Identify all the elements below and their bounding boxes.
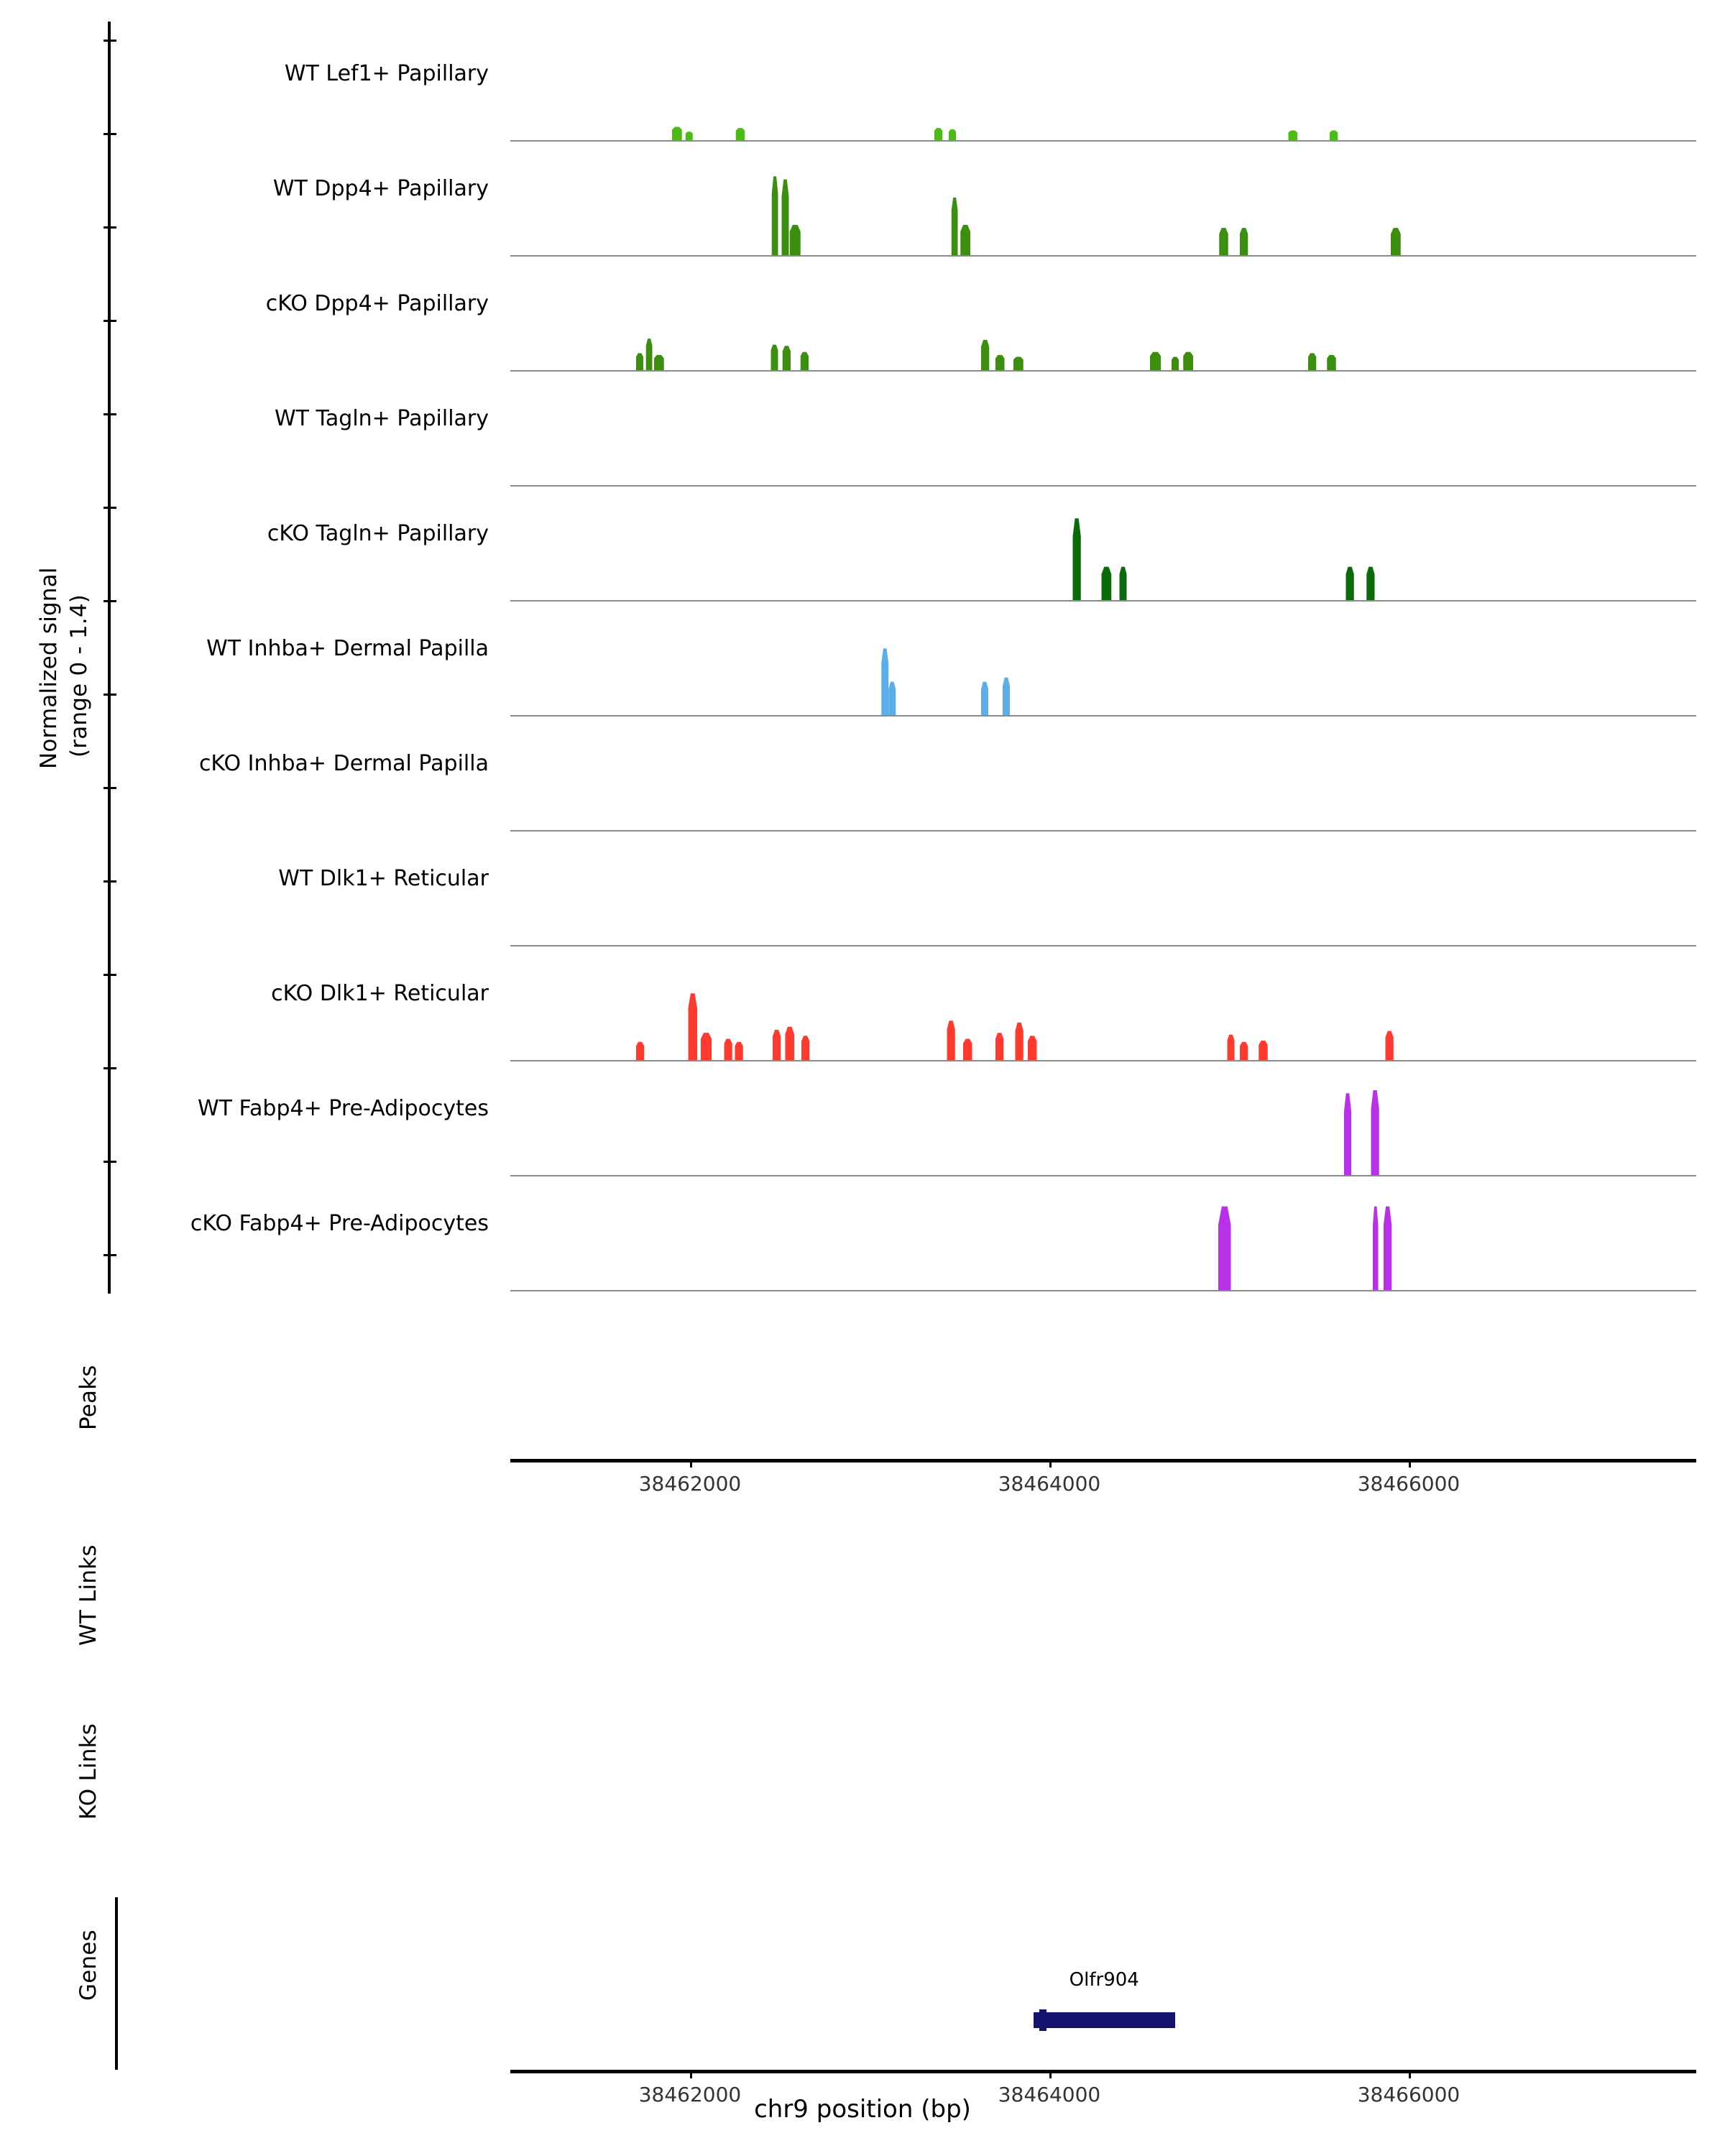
x-axis-tick	[1409, 2070, 1411, 2078]
track-label: WT Fabp4+ Pre-Adipocytes	[198, 1096, 489, 1121]
gene-strand-arrow-icon	[1039, 2009, 1046, 2031]
track-signal	[510, 169, 1696, 257]
genes-axis-label	[75, 1897, 104, 2034]
track-signal	[510, 1089, 1696, 1176]
signal-axis-label-line1: Normalized signal	[36, 567, 62, 770]
signal-axis-label	[34, 503, 63, 834]
x-axis-tick-label: 38466000	[1357, 2083, 1460, 2106]
signal-axis-spine	[108, 22, 111, 1294]
x-axis-tick-label: 38462000	[638, 2083, 742, 2106]
x-axis-tick	[1409, 1459, 1411, 1468]
x-axis-line-bottom	[510, 2070, 1696, 2073]
track-signal	[510, 859, 1696, 946]
track-label: cKO Dlk1+ Reticular	[271, 981, 489, 1006]
peaks-axis-label	[75, 1337, 104, 1459]
track-signal	[510, 1204, 1696, 1291]
peaks-label-text: Peaks	[75, 1365, 101, 1431]
gene-label: Olfr904	[1069, 1969, 1139, 1991]
track-label: cKO Fabp4+ Pre-Adipocytes	[190, 1211, 489, 1236]
gene-body[interactable]	[1034, 2012, 1176, 2028]
track-label: WT Lef1+ Papillary	[284, 61, 489, 86]
track-label: cKO Inhba+ Dermal Papilla	[198, 751, 489, 776]
genes-label-text: Genes	[75, 1930, 101, 2001]
track-signal	[510, 54, 1696, 142]
track-signal	[510, 284, 1696, 372]
x-axis-tick	[690, 1459, 692, 1468]
track-signal	[510, 629, 1696, 717]
x-axis-title: chr9 position (bp)	[754, 2095, 971, 2124]
x-axis-line-top	[510, 1459, 1696, 1462]
track-label: WT Tagln+ Papillary	[275, 406, 489, 431]
x-axis-tick-label: 38464000	[998, 1472, 1101, 1496]
x-axis-tick-label: 38464000	[998, 2083, 1101, 2106]
ko-links-label-text: KO Links	[75, 1723, 101, 1820]
track-signal	[510, 974, 1696, 1061]
signal-axis-label-sub	[66, 568, 95, 783]
track-label: WT Dlk1+ Reticular	[278, 866, 489, 891]
track-label: cKO Dpp4+ Papillary	[265, 291, 489, 316]
track-label: cKO Tagln+ Papillary	[267, 521, 489, 546]
x-axis-tick-label: 38466000	[1357, 1472, 1460, 1496]
x-axis-tick	[1049, 2070, 1052, 2078]
x-axis-tick	[1049, 1459, 1052, 1468]
x-axis-tick-label: 38462000	[638, 1472, 742, 1496]
track-signal	[510, 514, 1696, 602]
ko-links-axis-label	[75, 1692, 104, 1851]
track-signal	[510, 744, 1696, 831]
signal-axis-range: (range 0 - 1.4)	[66, 594, 92, 757]
track-label: WT Dpp4+ Papillary	[272, 176, 489, 201]
genes-axis-spine	[115, 1897, 118, 2070]
track-label: WT Inhba+ Dermal Papilla	[206, 636, 489, 661]
x-axis-tick	[690, 2070, 692, 2078]
wt-links-label-text: WT Links	[75, 1544, 101, 1646]
track-signal	[510, 399, 1696, 487]
wt-links-axis-label	[75, 1516, 104, 1674]
